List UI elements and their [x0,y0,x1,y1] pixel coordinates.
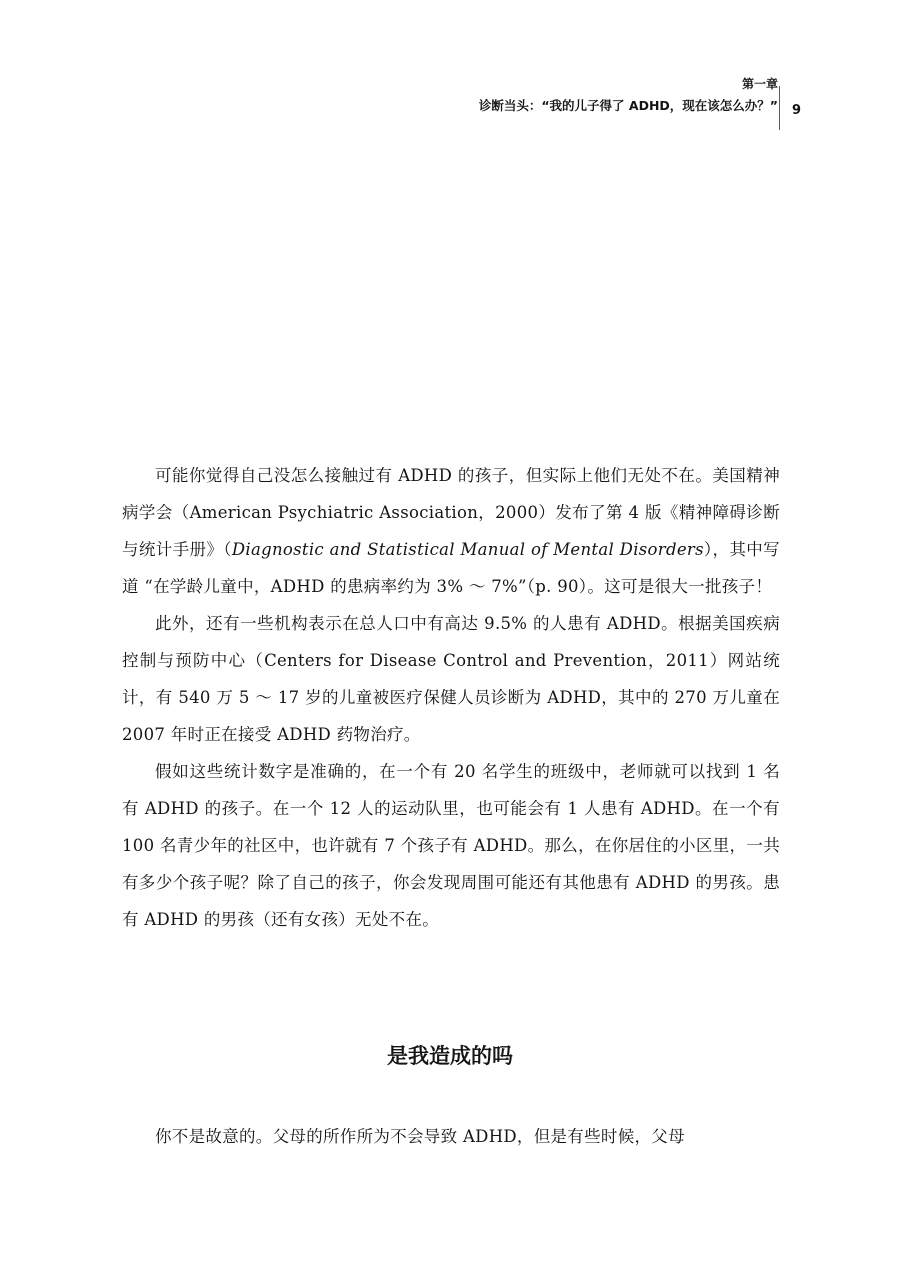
page-number: 9 [792,103,802,118]
paragraph [122,457,780,605]
chapter-title: 诊断当头：“我的儿子得了 ADHD，现在该怎么办？” [478,98,778,113]
chapter-label: 第一章 [741,77,778,91]
paragraph-text: 可能你觉得自己没怎么接触过有 ADHD 的孩子，但实际上他们无处不在。美国精神病学会（American Psychiatric Association，2000）发布了第 4 版《精神障碍诊断与统计手册》（ [122,466,780,559]
paragraph: 此外，还有一些机构表示在总人口中有高达 9.5% 的人患有 ADHD。根据美国疾病控制与预防中心（Centers for Disease Control and Prevention，2011）网站统计，有 540 万 5 ～ 17 岁的儿童被医疗保健人员诊断为 ADHD，其中的 270 万儿童在 2007 年时正在接受 ADHD 药物治疗。 [122,614,780,744]
book-title-italic: Diagnostic and Statistical Manual of Mental Disorders [231,540,704,559]
running-header [479,78,792,113]
section-body-text [122,1118,780,1155]
paragraph-text: ），其中写道 “在学龄儿童中，ADHD 的患病率约为 3% ～ 7%”（p. 90）。这可是很大一批孩子！ [122,540,780,596]
header-divider [779,86,780,130]
paragraph: 你不是故意的。父母的所作所为不会导致 ADHD，但是有些时候，父母 [155,1127,685,1146]
section-heading: 是我造成的吗 [387,1044,513,1068]
paragraph: 假如这些统计数字是准确的，在一个有 20 名学生的班级中，老师就可以找到 1 名有 ADHD 的孩子。在一个 12 人的运动队里，也可能会有 1 人患有 ADHD。在一个有 100 名青少年的社区中，也许就有 7 个孩子有 ADHD。那么，在你居住的小区里，一共有多少个孩子呢？除了自己的孩子，你会发现周围可能还有其他患有 ADHD 的男孩。患有 ADHD 的男孩（还有女孩）无处不在。 [122,762,780,929]
body-text-block [122,457,780,938]
